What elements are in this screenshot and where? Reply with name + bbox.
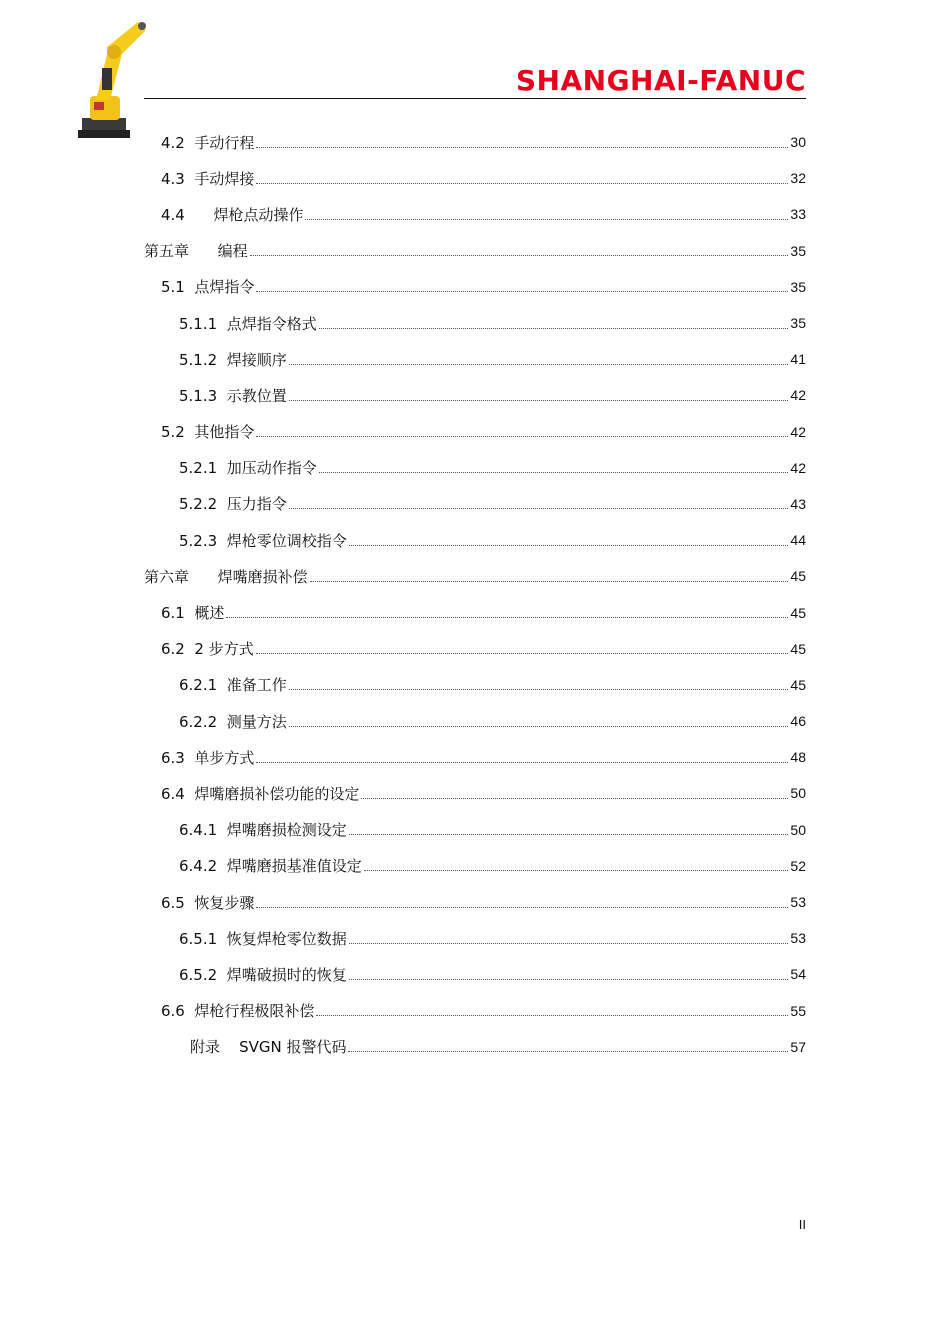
toc-entry-page: 54 [790,966,806,983]
toc-entry-title: 6.5.2 焊嘴破损时的恢复 [179,965,347,984]
toc-entry-page: 35 [790,315,806,332]
toc-entry-title: 6.5 恢复步骤 [161,893,255,912]
toc-entry-page: 32 [790,170,806,187]
toc-entry[interactable] [144,812,806,848]
toc-entry[interactable] [144,160,806,196]
toc-entry-page: 42 [790,423,806,440]
table-of-contents [144,124,806,1065]
dot-leader [256,436,788,437]
toc-entry-title: 6.4 焊嘴磨损补偿功能的设定 [161,784,360,803]
dot-leader [349,545,789,546]
toc-entry-title: 5.2 其他指令 [161,423,255,442]
toc-entry-page: 33 [790,206,806,223]
toc-entry-page: 45 [790,676,806,693]
toc-entry[interactable] [144,1029,806,1065]
toc-entry[interactable] [144,667,806,703]
toc-entry[interactable] [144,848,806,884]
dot-leader [256,183,788,184]
header-rule [144,98,806,99]
toc-entry-page: 43 [790,495,806,512]
dot-leader [364,870,789,871]
dot-leader [256,653,789,654]
toc-entry[interactable] [144,956,806,992]
toc-entry[interactable] [144,341,806,377]
toc-entry[interactable] [144,993,806,1029]
toc-entry-page: 30 [790,134,806,151]
toc-entry-page: 35 [790,242,806,259]
toc-entry[interactable] [144,739,806,775]
toc-entry-title: 6.1 概述 [161,604,225,623]
toc-entry-title: 5.2.2 压力指令 [179,495,287,514]
toc-entry[interactable] [144,775,806,811]
toc-entry[interactable] [144,486,806,522]
toc-entry[interactable] [144,414,806,450]
dot-leader [316,1015,788,1016]
dot-leader [349,834,789,835]
toc-entry-title: 6.2 2 步方式 [161,640,254,659]
toc-entry-page: 35 [790,278,806,295]
toc-entry[interactable] [144,305,806,341]
toc-entry-title: 5.1.3 示教位置 [179,386,287,405]
toc-entry-page: 45 [790,604,806,621]
toc-entry-title: 6.6 焊枪行程极限补偿 [161,1002,315,1021]
toc-entry[interactable] [144,920,806,956]
toc-entry[interactable] [144,522,806,558]
toc-entry[interactable] [144,558,806,594]
toc-entry-page: 41 [790,351,806,368]
toc-entry[interactable] [144,631,806,667]
toc-entry-title: 4.2 手动行程 [161,133,255,152]
toc-entry-title: 6.2.1 准备工作 [179,676,287,695]
toc-entry[interactable] [144,124,806,160]
dot-leader [226,617,788,618]
toc-entry[interactable] [144,450,806,486]
toc-entry-title: 第五章 编程 [144,242,248,261]
toc-entry-page: 42 [790,387,806,404]
toc-entry-title: 6.5.1 恢复焊枪零位数据 [179,929,347,948]
dot-leader [305,219,788,220]
toc-entry[interactable] [144,233,806,269]
toc-entry-title: 6.2.2 测量方法 [179,712,287,731]
toc-entry-title: 5.1.1 点焊指令格式 [179,314,317,333]
brand-name: SHANGHAI-FANUC [515,64,806,97]
toc-entry-title: 5.2.3 焊枪零位调校指令 [179,531,347,550]
dot-leader [256,147,788,148]
toc-entry[interactable] [144,594,806,630]
toc-entry-title: 5.1.2 焊接顺序 [179,350,287,369]
toc-entry-title: 附录 SVGN 报警代码 [190,1038,347,1057]
dot-leader [319,472,789,473]
dot-leader [310,581,789,582]
dot-leader [256,291,788,292]
toc-entry-title: 4.3 手动焊接 [161,169,255,188]
dot-leader [319,328,789,329]
dot-leader [361,798,788,799]
toc-entry-title: 6.4.1 焊嘴磨损检测设定 [179,821,347,840]
toc-entry-title: 6.4.2 焊嘴磨损基准值设定 [179,857,362,876]
dot-leader [349,979,789,980]
toc-entry-page: 50 [790,821,806,838]
toc-entry-title: 第六章 焊嘴磨损补偿 [144,567,308,586]
dot-leader [250,255,789,256]
toc-entry-page: 46 [790,713,806,730]
dot-leader [256,762,788,763]
toc-entry-page: 42 [790,459,806,476]
toc-entry-page: 57 [790,1038,806,1055]
toc-entry-title: 5.2.1 加压动作指令 [179,459,317,478]
toc-entry-page: 48 [790,749,806,766]
toc-entry-title: 6.3 单步方式 [161,748,255,767]
toc-entry-page: 55 [790,1002,806,1019]
toc-entry[interactable] [144,377,806,413]
toc-entry-page: 50 [790,785,806,802]
page-number: II [798,1217,806,1232]
toc-entry-page: 53 [790,894,806,911]
robot-logo-icon [76,18,150,142]
dot-leader [289,689,789,690]
dot-leader [289,400,789,401]
toc-entry-page: 45 [790,640,806,657]
toc-entry-title: 5.1 点焊指令 [161,278,255,297]
toc-entry[interactable] [144,196,806,232]
dot-leader [348,1051,788,1052]
dot-leader [289,364,789,365]
toc-entry-page: 45 [790,568,806,585]
toc-entry-page: 52 [790,857,806,874]
toc-entry[interactable] [144,884,806,920]
dot-leader [289,508,789,509]
toc-entry[interactable] [144,269,806,305]
dot-leader [349,943,789,944]
dot-leader [256,907,788,908]
toc-entry-page: 44 [790,532,806,549]
dot-leader [289,726,789,727]
toc-entry-title: 4.4 焊枪点动操作 [161,205,304,224]
toc-entry-page: 53 [790,930,806,947]
toc-entry[interactable] [144,703,806,739]
